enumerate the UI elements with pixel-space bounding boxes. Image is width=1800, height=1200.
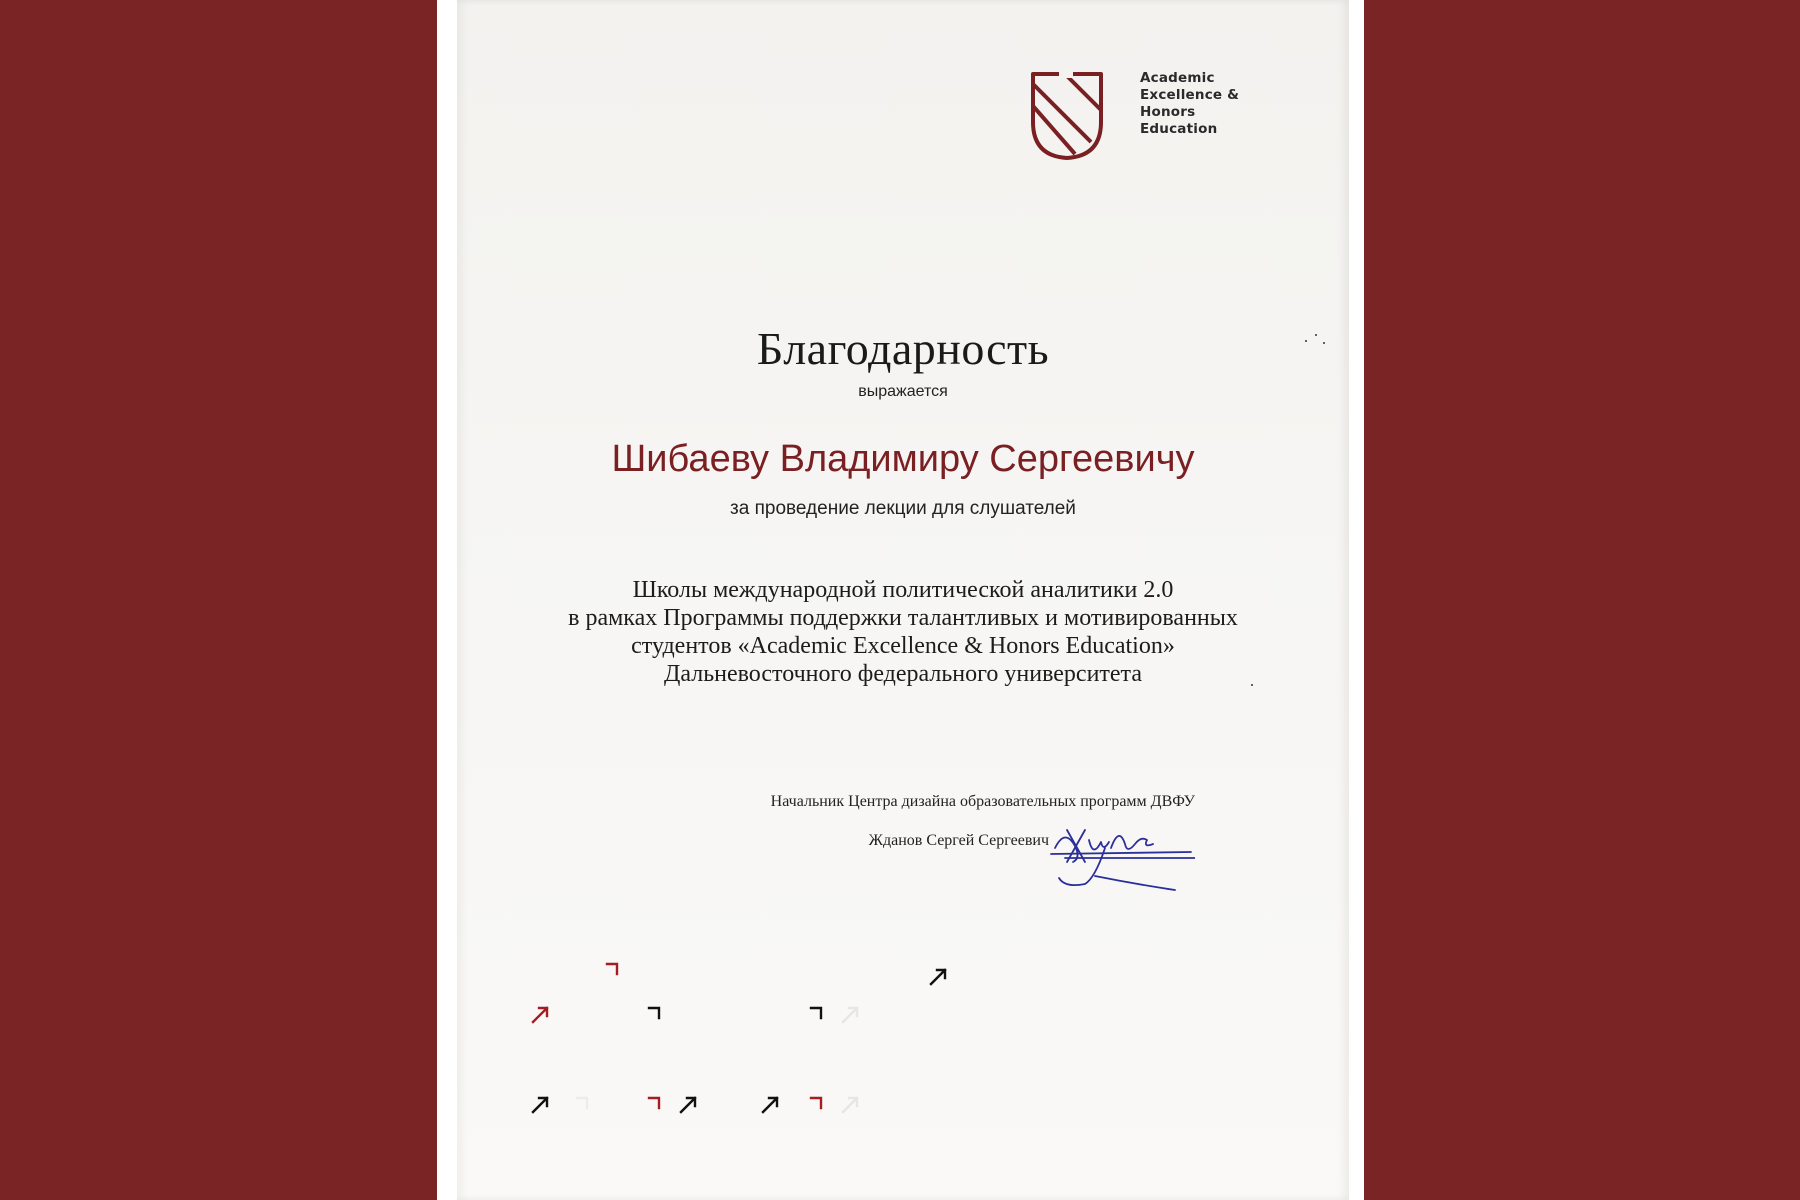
program-line: в рамках Программы поддержки талантливых и мотивированных: [568, 605, 1238, 631]
paper-speck: [1305, 340, 1307, 342]
signatory-role: Начальник Центра дизайна образовательных программ ДВФУ: [770, 793, 1195, 810]
paper-speck: [1323, 342, 1325, 344]
certificate-paper: [457, 0, 1349, 1200]
award-reason: за проведение лекции для слушателей: [730, 498, 1076, 519]
logo-text: Academic Excellence & Honors Education: [1140, 70, 1240, 137]
certificate-subtitle: выражается: [858, 383, 948, 400]
certificate-title: Благодарность: [756, 323, 1050, 374]
certificate-frame: [437, 0, 1364, 1200]
paper-speck: [1315, 334, 1317, 336]
paper-speck: [1251, 684, 1253, 686]
recipient-name: Шибаеву Владимиру Сергеевичу: [611, 438, 1195, 480]
decorative-marks: [457, 0, 1349, 1200]
program-line: Школы международной политической аналитики 2.0: [632, 577, 1174, 603]
program-line: студентов «Academic Excellence & Honors Education»: [631, 633, 1175, 659]
signatory-name: Жданов Сергей Сергеевич: [868, 832, 1049, 849]
program-line: Дальневосточного федерального университета: [663, 661, 1142, 687]
